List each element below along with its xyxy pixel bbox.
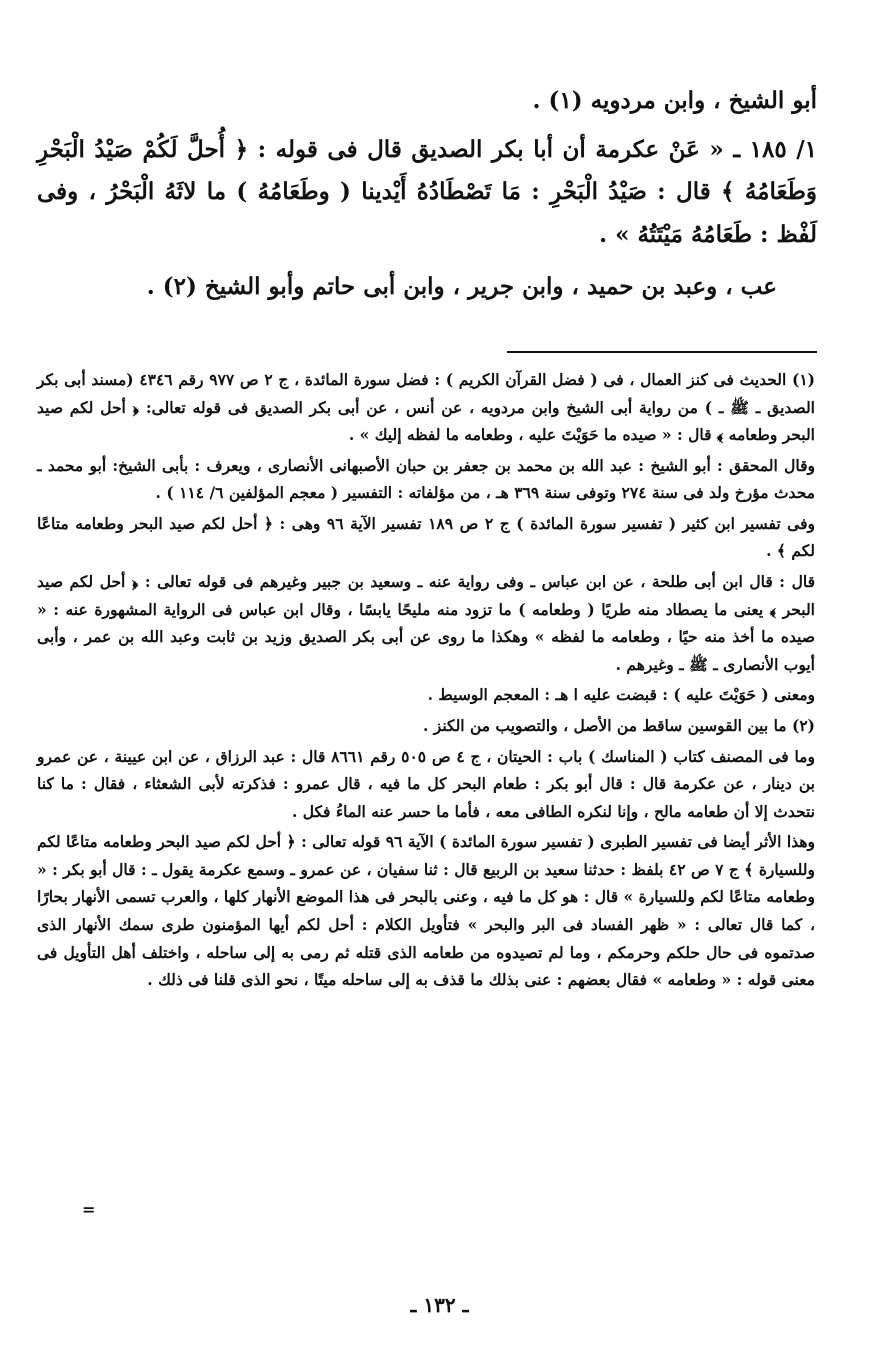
- footnote-2-paragraph: وهذا الأثر أيضا فى تفسير الطبرى ( تفسير سورة المائدة ) الآية ٩٦ قوله تعالى : ﴿ أحل لكم صيد البحر وطعامه متاعًا لكم وللسيارة ﴾ ج ٧ ص ٤٢ بلفظ : حدثنا سعيد بن الربيع قال : ثنا سفيان ، عن عمرو ـ وسمع عكرمة يقول ـ : قال أبو بكر : « وطعامه متاعًا لكم وللسيارة » قال : هو كل ما فيه ، وعنى بالبحر فى هذا الموضع الأنهار كلها ، والعرب تسمى الأنهار بحارًا ، كما قال تعالى : « ظهر الفساد فى البر والبحر » فتأويل الكلام : أحل لكم أيها المؤمنون طرى سمك الأنهار الذى صدتموه فى حال حلكم وحرمكم ، وما لم تصيدوه من طعامه الذى قتله ثم رمى به إلى ساحله ، واختلف أهل التأويل فى معنى قوله : « وطعامه » فقال بعضهم : عنى بذلك ما قذف به إلى ساحله ميتًا ، نحو الذى قلنا فى ذلك .: [37, 832, 815, 990]
- footnotes: [37, 366, 815, 997]
- page-number: ـ ١٣٢ ـ: [410, 1293, 469, 1317]
- main-text: [37, 80, 817, 309]
- footnote-2-paragraph: (٢) ما بين القوسين ساقط من الأصل ، والتصويب من الكنز .: [423, 715, 815, 735]
- continuation-marker: =: [82, 1200, 96, 1219]
- footnote-1-paragraph: ومعنى ( حَوَيْتَ عليه ) : قبضت عليه ا هـ : المعجم الوسيط .: [427, 685, 815, 705]
- footnote-divider: [507, 351, 817, 353]
- hadith-sources: عب ، وعبد بن حميد ، وابن جرير ، وابن أبى حاتم وأبو الشيخ (٢) .: [146, 273, 777, 301]
- footnote-2-paragraph: وما فى المصنف كتاب ( المناسك ) باب : الحيتان ، ج ٤ ص ٥٠٥ رقم ٨٦٦١ قال : عبد الرزاق ، عن ابن عيينة ، عن عمرو بن دينار ، عن عكرمة قال : قال أبو بكر : طعام البحر كل ما فيه ، قال عمرو : فذكرته لأبى الشعثاء ، فقال : ما كنا نتحدث إلا أن طعامه مالح ، وإنا لنكره الطافى معه ، فأما ما حسر عنه الماءُ فكل .: [37, 746, 815, 821]
- footnote-1-paragraph: وفى تفسير ابن كثير ( تفسير سورة المائدة ) ج ٢ ص ١٨٩ تفسير الآية ٩٦ وهى : ﴿ أحل لكم صيد البحر وطعامه متاعًا لكم ﴾ .: [37, 513, 815, 561]
- footnote-1-paragraph: وقال المحقق : أبو الشيخ : عبد الله بن محمد بن جعفر بن حبان الأصبهانى الأنصارى ، ويعرف : بأبى الشيخ: أبو محمد ـ محدث مؤرخ ولد فى سنة ٢٧٤ وتوفى سنة ٣٦٩ هـ ، من مؤلفاته : التفسير ( معجم المؤلفين ٦/ ١١٤ ) .: [37, 455, 815, 503]
- footnote-1-paragraph: قال : قال ابن أبى طلحة ، عن ابن عباس ـ وفى رواية عنه ـ وسعيد بن جبير وغيرهم فى قوله تعالى : ﴿ أحل لكم صيد البحر ﴾ يعنى ما يصطاد منه طريًا ( وطعامه ) ما تزود منه مليحًا يابسًا ، وقال ابن عباس فى الرواية المشهورة عنه : « صيده ما أخذ منه حيًا ، وطعامه ما لفظه » وهكذا ما روى عن أبى بكر الصديق وزيد بن ثابت وعبد الله بن عمر ، وأبى أيوب الأنصارى ـ ﷺ ـ وغيرهم .: [37, 572, 815, 674]
- main-line-sources: أبو الشيخ ، وابن مردويه (١) .: [532, 87, 817, 114]
- hadith-text: ١/ ١٨٥ ـ « عَنْ عكرمة أن أبا بكر الصديق قال فى قوله : ﴿ أُحلَّ لَكُمْ صَيْدُ الْبَحْرِ وَطَعَامُهُ ﴾ قال : صَيْدُ الْبَحْرِ : مَا تَصْطَادُهُ أَيْدينا ( وطَعَامُهُ ) ما لاثَهُ الْبَحْرُ ، وفى لَفْظ : طَعَامُهُ مَيْتَتُهُ » .: [37, 135, 817, 248]
- footnote-1-paragraph: (١) الحديث فى كنز العمال ، فى ( فضل القرآن الكريم ) : فضل سورة المائدة ، ج ٢ ص ٩٧٧ رقم ٤٣٤٦ (مسند أبى بكر الصديق ـ ﷺ ـ ) من رواية أبى الشيخ وابن مردويه ، عن أنس ، عن أبى بكر الصديق فى قوله تعالى: ﴿ أحل لكم صيد البحر وطعامه ﴾ قال : « صيده ما حَوَيْتَ عليه ، وطعامه ما لفظه إليك » .: [37, 370, 815, 445]
